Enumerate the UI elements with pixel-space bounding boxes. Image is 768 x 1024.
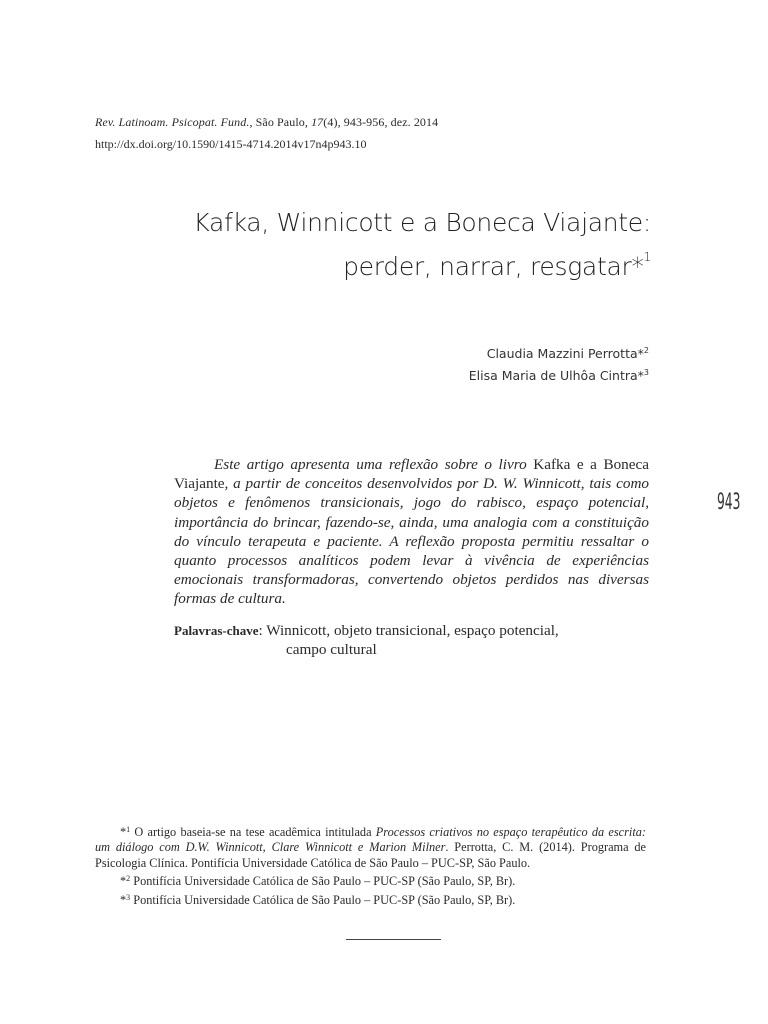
author-list xyxy=(469,341,649,385)
footnote-3: *$^3$ Pontifícia Universidade Católica de São Paulo – PUC-SP (São Paulo, SP, Br). xyxy=(120,892,516,907)
abstract-text-1: Este artigo apresenta uma reflexão sobre o livro xyxy=(214,456,534,473)
citation-volume: 17 xyxy=(311,115,324,129)
keywords-line-2: campo cultural xyxy=(286,641,377,658)
author-2: Elisa Maria de Ulhôa Cintra*$^3$ xyxy=(468,368,649,383)
keywords-line-1: Winnicott, objeto transicional, espaço potencial, xyxy=(266,622,559,639)
article-title xyxy=(193,206,651,284)
keywords: Palavras-chave: Winnicott, objeto transicional, espaço potencial, campo cultural xyxy=(174,621,649,659)
footnotes xyxy=(95,822,647,908)
book-title: Kafka e a Boneca Viajante xyxy=(174,456,649,493)
keywords-label: Palavras-chave xyxy=(174,623,259,638)
thesis-title: Processos criativos no espaço terapêutico da escrita: um diálogo com D.W. Winnicott, Clare Winnicott e Marion Milner xyxy=(95,825,646,855)
footnote-divider xyxy=(346,939,441,940)
page-number: 943 xyxy=(717,490,741,515)
citation-line xyxy=(95,114,438,130)
doi-link[interactable]: http://dx.doi.org/10.1590/1415-4714.2014v17n4p943.10 xyxy=(95,137,367,151)
title-line-1: Kafka, Winnicott e a Boneca Viajante: xyxy=(193,208,651,237)
abstract xyxy=(174,455,649,609)
abstract-text-2: , a partir de conceitos desenvolvidos por D. W. Winnicott, tais como objetos e fenômenos transicionais, jogo do rabisco, espaço potencial, importância do brincar, fazendo-se, ainda, uma analogia com a constituição do vínculo terapeuta e paciente. A reflexão proposta permitiu ressaltar o quanto processos analíticos podem levar à vivência de experiências emocionais transformadoras, convertendo objetos perdidos nas diversas formas de cultura. xyxy=(174,475,649,608)
citation-place: , São Paulo, xyxy=(249,115,312,129)
footnote-2: *$^2$ Pontifícia Universidade Católica de São Paulo – PUC-SP (São Paulo, SP, Br). xyxy=(120,874,516,889)
journal-name: Rev. Latinoam. Psicopat. Fund. xyxy=(95,115,250,129)
title-line-2: perder, narrar, resgatar*$^1$ xyxy=(343,250,651,281)
title-footnote-mark: 1 xyxy=(643,250,651,264)
footnote-1: *$^1$ O artigo baseia-se na tese acadêmica intitulada Processos criativos no espaço terapêutico da escrita: um diálogo com D.W. Winnicott, Clare Winnicott e Marion Milner. Perrotta, C. M. (2014). Programa de Psicologia Clínica. Pontifícia Universidade Católica de São Paulo – PUC-SP, São Paulo. xyxy=(95,825,647,870)
citation-issue-pages: (4), 943-956, dez. 2014 xyxy=(323,115,439,129)
author-1: Claudia Mazzini Perrotta*$^2$ xyxy=(486,346,649,361)
